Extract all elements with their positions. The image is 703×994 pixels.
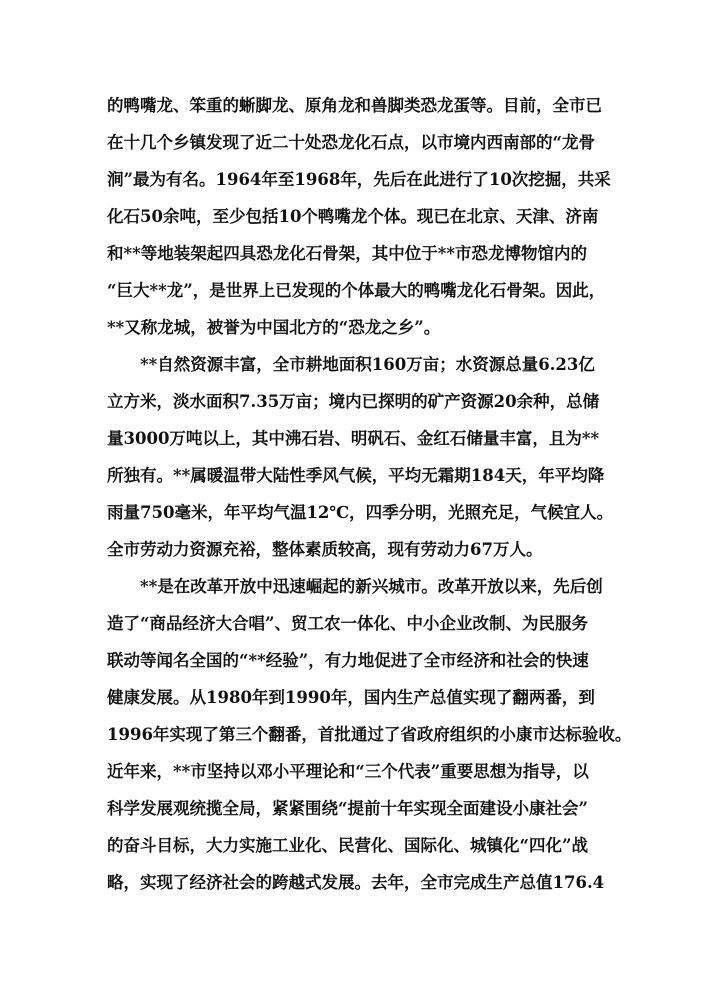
paragraph-first-line: **自然资源丰富，全市耕地面积160万亩；水资源总量6.23亿 [140,355,595,374]
text-line: 联动等闻名全国的“**经验”，有力地促进了全市经济和社会的快速 [107,651,589,670]
text-line: 近年来，**市坚持以邓小平理论和“三个代表”重要思想为指导，以 [107,762,589,781]
text-line: 的奋斗目标，大力实施工业化、民营化、国际化、城镇化“四化”战 [107,836,588,855]
text-line: 量3000万吨以上，其中沸石岩、明矾石、金红石储量丰富，且为** [107,429,600,448]
text-line: 健康发展。从1980年到1990年，国内生产总值实现了翻两番，到 [107,688,595,707]
text-line: 在十几个乡镇发现了近二十处恐龙化石点，以市境内西南部的“龙骨 [107,133,595,152]
text-line: “巨大**龙”，是世界上已发现的个体最大的鸭嘴龙化石骨架。因此， [107,281,606,300]
text-line: 化石50余吨，至少包括10个鸭嘴龙个体。现已在北京、天津、济南 [107,207,599,226]
text-line: 造了“商品经济大合唱”、贸工农一体化、中小企业改制、为民服务 [107,614,588,633]
text-line: 略，实现了经济社会的跨越式发展。去年，全市完成生产总值176.4 [107,873,605,892]
paragraph-first-line: **是在改革开放中迅速崛起的新兴城市。改革开放以来，先后创 [140,577,603,596]
text-line: **又称龙城，被誉为中国北方的“恐龙之乡”。 [107,318,441,337]
text-line: 涧”最为有名。1964年至1968年，先后在此进行了10次挖掘，共采 [107,170,611,189]
text-line: 的鸭嘴龙、笨重的蜥脚龙、原角龙和兽脚类恐龙蛋等。目前，全市已 [107,96,602,115]
text-line: 1996年实现了第三个翻番，首批通过了省政府组织的小康市达标验收。 [107,725,632,744]
text-line: 雨量750毫米，年平均气温12℃，四季分明，光照充足，气候宜人。 [107,503,614,522]
text-line: 科学发展观统揽全局，紧紧围绕“提前十年实现全面建设小康社会” [107,799,588,818]
text-line: 和**等地装架起四具恐龙化石骨架，其中位于**市恐龙博物馆内的 [107,244,588,263]
text-line: 立方米，淡水面积7.35万亩；境内已探明的矿产资源20余种，总储 [107,392,600,411]
text-line: 全市劳动力资源充裕，整体素质较高，现有劳动力67万人。 [107,540,543,559]
text-line: 所独有。**属暖温带大陆性季风气候，平均无霜期184天，年平均降 [107,466,605,485]
